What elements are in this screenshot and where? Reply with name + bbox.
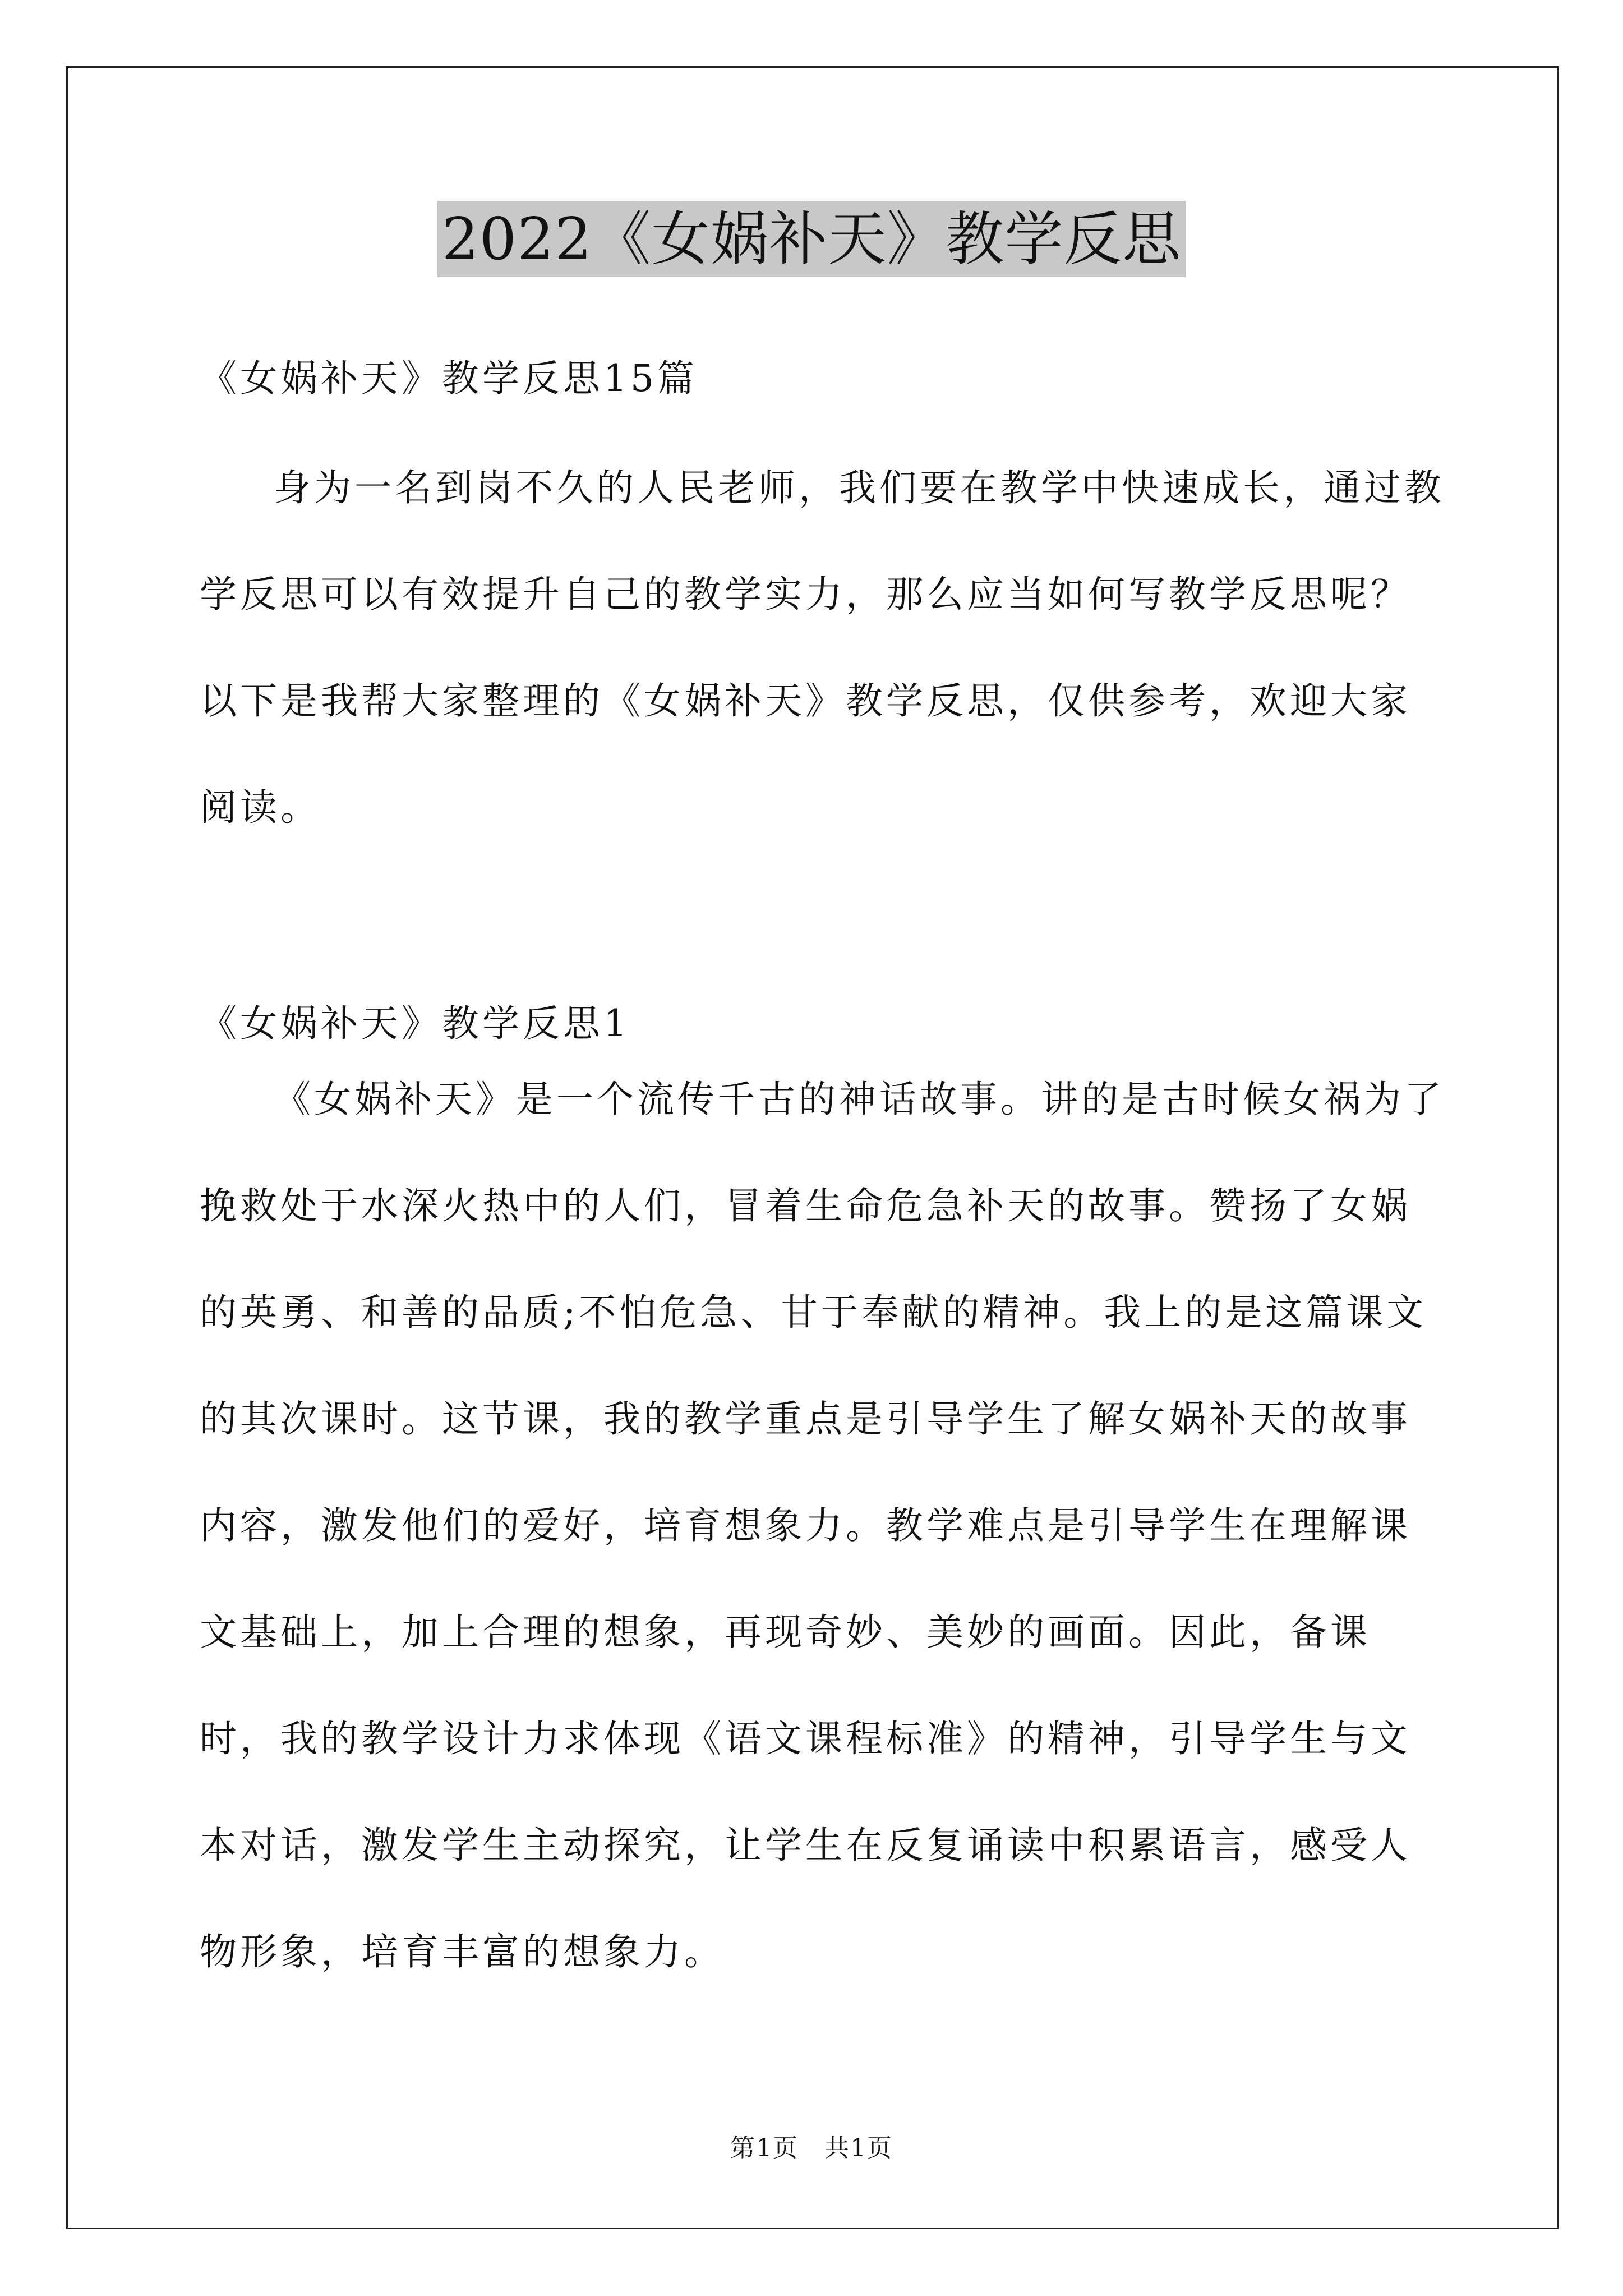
document-title: 2022《女娲补天》教学反思 bbox=[437, 201, 1186, 277]
intro-paragraph: 身为一名到岗不久的人民老师，我们要在教学中快速成长，通过教学反思可以有效提升自己的教学实力，那么应当如何写教学反思呢？以下是我帮大家整理的《女娲补天》教学反思，仅供参考，欢迎大家阅读。 bbox=[200, 466, 1445, 829]
section-title: 《女娲补天》教学反思1 bbox=[200, 1002, 630, 1045]
section-paragraph: 《女娲补天》是一个流传千古的神话故事。讲的是古时候女祸为了挽救处于水深火热中的人们，冒着生命危急补天的故事。赞扬了女娲的英勇、和善的品质;不怕危急、甘于奉献的精神。我上的是这篇课文的其次课时。这节课，我的教学重点是引导学生了解女娲补天的故事内容，激发他们的爱好，培育想象力。教学难点是引导学生在理解课文基础上，加上合理的想象，再现奇妙、美妙的画面。因此，备课时，我的教学设计力求体现《语文课程标准》的精神，引导学生与文本对话，激发学生主动探究，让学生在反复诵读中积累语言，感受人物形象，培育丰富的想象力。 bbox=[200, 1078, 1445, 1973]
page-footer: 第1页 共1页 bbox=[730, 2134, 893, 2162]
document-subtitle: 《女娲补天》教学反思15篇 bbox=[200, 357, 698, 400]
title-container bbox=[0, 201, 1623, 277]
